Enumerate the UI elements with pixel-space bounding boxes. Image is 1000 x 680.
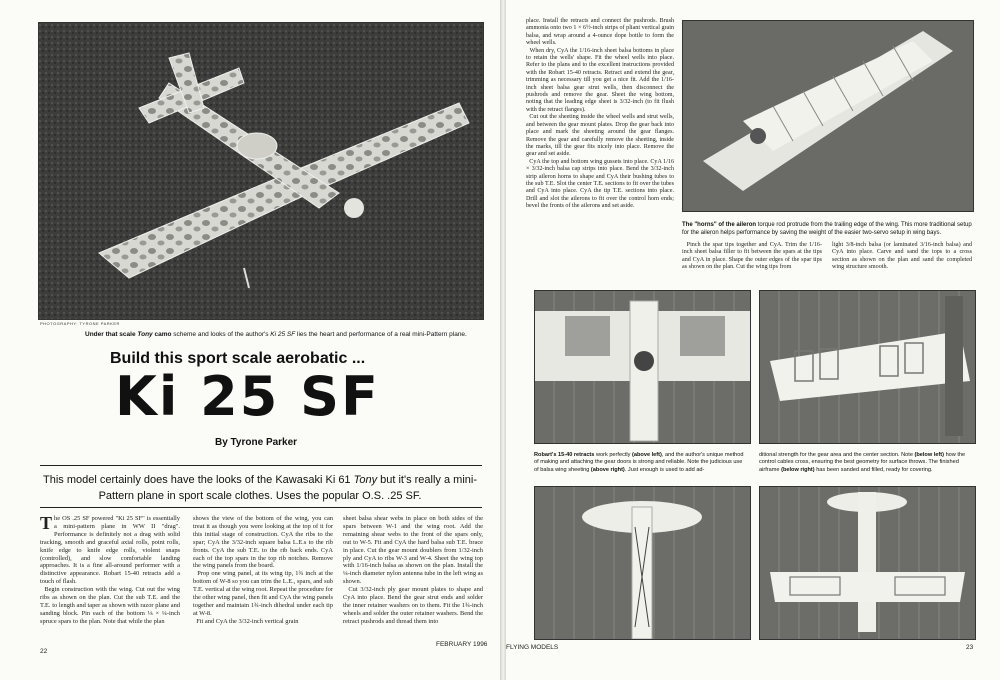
right-body-column-2: Pinch the spar tips together and CyA. Trim the 1/16-inch sheet balsa filler to fit between the spars at the tips and CyA in place. Shape the outer edges of the spar tips as shown on the plan. Cut the wing tips from	[682, 242, 822, 271]
deck-bottom-rule	[40, 507, 482, 508]
page-number-left: 22	[40, 648, 48, 655]
issue-date: FEBRUARY 1996	[436, 641, 488, 648]
hero-caption: Under that scale Tony camo scheme and looks of the author's Ki 25 SF lies the heart and performance of a real mini-Pattern plane.	[85, 331, 467, 338]
caption-retracts-left: Robart's 15-40 retracts work perfectly (above left), and the author's unique method of making and attaching the gear doors is strong and reliable. Note the judicious use of balsa wing sheeting (above right). Just enough is used to add ad-	[534, 452, 744, 473]
magazine-name: FLYING MODELS	[506, 644, 559, 651]
headline-kicker: Build this sport scale aerobatic ...	[110, 350, 366, 367]
right-page	[506, 0, 1000, 680]
right-body-column-1: place. Install the retracts and connect the pushrods. Brush ammonia onto two 1 × 6½-inch strips of pliant vertical grain balsa, and wrap around a 4-ounce dope bottle to form the wheel wells. When dry, CyA the 1/16-inch sheet balsa bottoms in place to retain the wells' shape. Fit the wheel wells into place. Refer to the plans and to the excellent instructions provided with the Robart 15-40 retracts. Retract and extend the gear, trimming as necessary till you get a nice fit. Add the 1/16-inch sheet balsa gear strut wells, then disconnect the pushrods and remove the gear. Sheet the wing bottom, noting that the leading edge sheet is 3/32-inch (to fit flush with the retract flanges). Cut out the sheeting inside the wheel wells and strut wells, and between the gear mount plates. Drop the gear back into place and mark the sheeting around the gear flanges. Remove the gear and carefully remove the sheeting, inside the marks, till the gear fits nicely into place. Remove the gear and set aside. CyA the top and bottom wing gussets into place. CyA 1/16 × 3/32-inch balsa cap strips into place. Bend the 3/32-inch strip aileron horns to shape and CyA their bushing tubes to the sub T.E. Slot the center T.E. sections to fit over the tubes and CyA into place. CyA the tip T.E. sections into place. Drill and slot the ailerons to fit over the control horn ends; bevel the fronts of the ailerons and set aside.	[526, 18, 674, 210]
body-column-2: shows the view of the bottom of the wing, you can treat it as though you were looking at the top of it for this initial stage of construction. CyA the ribs to the spar; CyA the 3/32-inch square balsa L.E.s to the rib fronts. CyA the sub T.E. to the rib back ends. CyA each of the top spars in the top rib notches. Remove the wing panels from the board. Prop one wing panel, at its wing tip, 1¾ inch at the bottom of W-8 so you can trim the L.E., spars, and sub T.E. vertical at the wing root. Repeat the procedure for the other wing panel, then fit and CyA the wing panels together and maintain 1¾-inch dihedral under each tip at W-8. Fit and CyA the 3/32-inch vertical grain	[193, 515, 333, 625]
article-deck: This model certainly does have the looks of the Kawasaki Ki 61 Tony but it's really a mini-Pattern plane in sport scale clothes. Uses the popular O.S. .25 SF.	[43, 474, 477, 502]
deck-top-rule	[40, 465, 482, 466]
caption-aileron: The "horns" of the aileron torque rod protrude from the trailing edge of the wing. This more traditional setup for the aileron helps performance by saving the weight of the easier two-servo setup in wing bays.	[682, 222, 972, 236]
right-body-column-3: light 3/8-inch balsa (or laminated 3/16-inch balsa) and CyA into place. Carve and sand the tops to a cross section as shown on the plan and sand the completed wing structure smooth.	[832, 242, 972, 271]
body-column-1: The OS .25 SF powered "Ki 25 SF" is essentially a mini-pattern plane in WW II "drag". Performance is definitely not a drag with solid tracking, smooth and graceful axial rolls, point rolls, knife edge to knife edge rolls, violent snaps (controlled), and slow comfortable landing approaches. It is a fine all-around performer with a distinctive appearance. Robart 15-40 retracts add a touch of flash. Begin construction with the wing. Cut out the wing ribs as shown on the plan. Cut the sub T.E. and the T.E. to length and taper as shown with razor plane and sanding block. Pin each of the bottom ⅛ × ¼-inch spruce spars to the plan. Note that while the plan	[40, 513, 180, 625]
caption-retracts-right: ditional strength for the gear area and the center section. Note (below left) how the control cables cross, ensuring the best geometry for surface throws. The finished airframe (below right) has been sanded and filled, ready for covering.	[759, 452, 966, 473]
photo-control-cables	[534, 486, 751, 640]
hero-photo-ki25-camo	[38, 22, 484, 320]
photo-finished-airframe	[759, 486, 976, 640]
byline: By Tyrone Parker	[215, 437, 298, 448]
photo-aileron-horns	[682, 20, 974, 212]
photo-wing-sheeting	[759, 290, 976, 444]
photo-retracts-bottom	[534, 290, 751, 444]
article-title: Ki 25 SF	[115, 365, 380, 428]
photo-credit: PHOTOGRAPHY: TYRONE PARKER	[40, 321, 120, 326]
body-column-3: sheet balsa shear webs in place on both sides of the spars between W-1 and the wing root. Add the remaining shear webs to the front of the spars only, out to W-5. Fit and CyA the hard balsa sub T.E. brace in place. Cut the gear mount doublers from 1/32-inch ply and CyA to ribs W-3 and W-4. Sheet the wing top with 1/16-inch balsa as shown on the plan. Install the ¼-inch diameter nylon antenna tube in the left wing as shown. Cut 3/32-inch ply gear mount plates to shape and CyA into place. Bend the gear strut ends and solder the inner retainer washers on to them. Fit the 1¾-inch wheels and solder the outer retainer washers. Bend the retract pushrods and thread them into	[343, 515, 483, 625]
page-number-right: 23	[966, 644, 974, 651]
